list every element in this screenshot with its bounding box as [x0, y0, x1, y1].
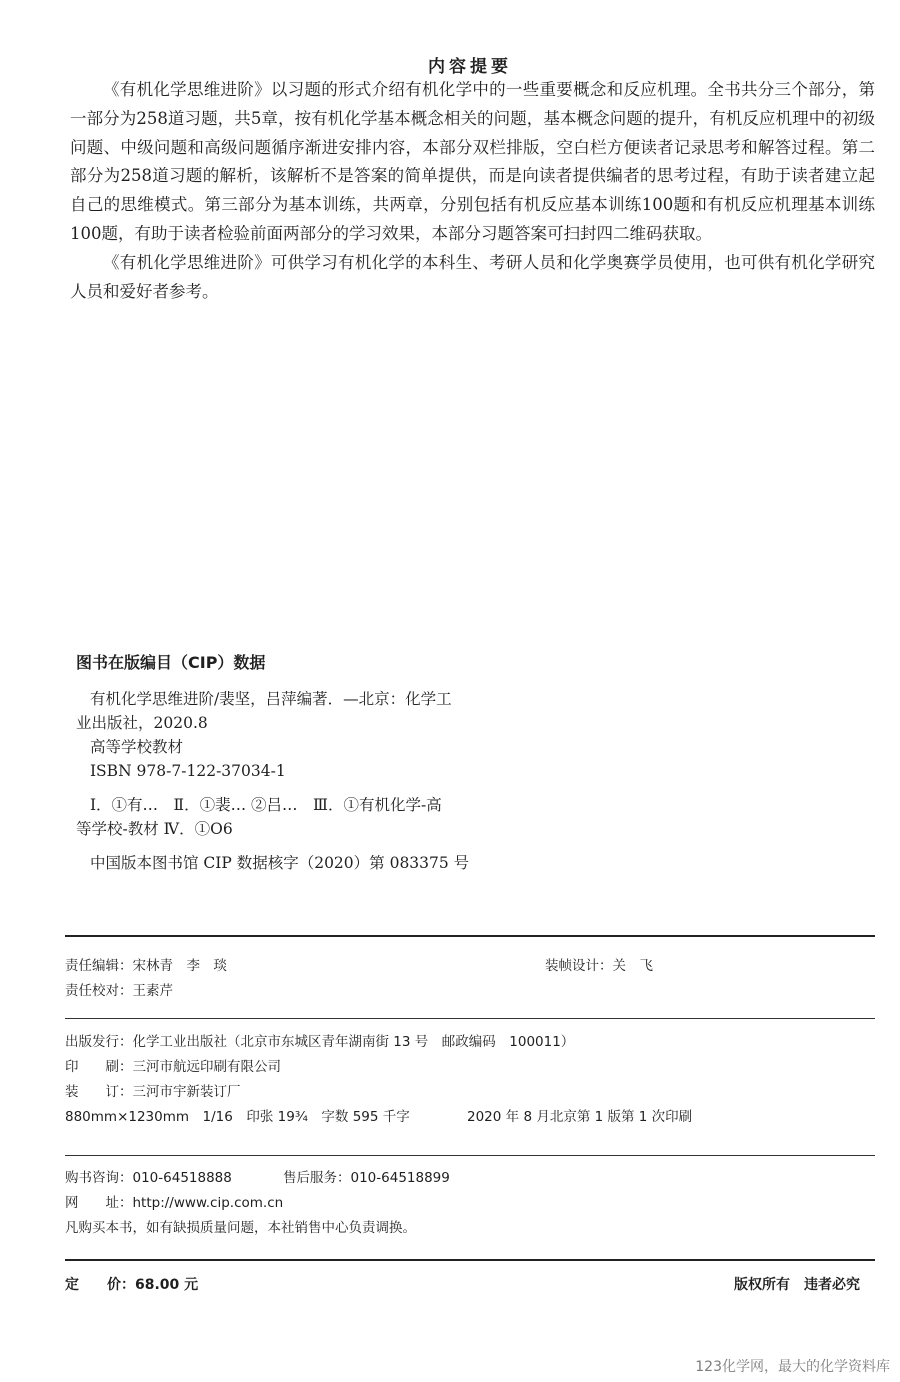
cip-line-classification-cont: 等学校-教材 Ⅳ．①O6 [76, 820, 233, 838]
edition-info: 2020 年 8 月北京第 1 版第 1 次印刷 [467, 1109, 693, 1125]
designer-label: 装帧设计： [545, 958, 613, 974]
proof-label: 责任校对： [65, 983, 133, 999]
purchase-label: 购书咨询： [65, 1170, 133, 1186]
cip-line-title: 有机化学思维进阶/裴坚，吕萍编著．—北京：化学工 [89, 690, 452, 708]
proof-value: 王素芹 [132, 983, 173, 999]
divider [65, 1259, 875, 1261]
web-label: 网 址： [65, 1195, 133, 1211]
contact-block [65, 1166, 875, 1241]
summary-paragraph-2: 《有机化学思维进阶》可供学习有机化学的本科生、考研人员和化学奥赛学员使用，也可供有机化学研究人员和爱好者参考。 [70, 252, 875, 301]
divider [65, 1018, 875, 1019]
price-row [65, 1274, 875, 1294]
divider [65, 935, 875, 937]
book-spec: 880mm×1230mm 1/16 印张 19¾ 字数 595 千字 [65, 1109, 410, 1125]
cip-line-classification: Ⅰ．①有… Ⅱ．①裴… ②吕… Ⅲ．①有机化学-高 [89, 796, 442, 814]
binder-label: 装 订： [65, 1084, 133, 1100]
staff-block [65, 954, 875, 1004]
designer-value: 关 飞 [612, 958, 653, 974]
cip-line-isbn: ISBN 978-7-122-37034-1 [89, 762, 286, 780]
replacement-notice: 凡购买本书，如有缺损质量问题，本社销售中心负责调换。 [65, 1220, 416, 1236]
price-value: 68.00 元 [135, 1277, 199, 1293]
cip-line-record-number: 中国版本图书馆 CIP 数据核字（2020）第 083375 号 [89, 854, 470, 872]
purchase-phone: 010-64518888 [132, 1170, 232, 1186]
cip-block [76, 650, 596, 875]
summary-body [70, 76, 875, 306]
service-label: 售后服务： [283, 1170, 351, 1186]
divider [65, 1155, 875, 1156]
web-url: http://www.cip.com.cn [132, 1195, 284, 1211]
site-watermark: 123化学网，最大的化学资料库 [695, 1359, 890, 1375]
price-label: 定 价： [65, 1277, 135, 1293]
printer-value: 三河市航远印刷有限公司 [132, 1059, 281, 1075]
editor-label: 责任编辑： [65, 958, 133, 974]
cip-line-publisher: 业出版社，2020.8 [76, 714, 208, 732]
summary-paragraph-1: 《有机化学思维进阶》以习题的形式介绍有机化学中的一些重要概念和反应机理。全书共分三个部分，第一部分为258道习题，共5章，按有机化学基本概念相关的问题，基本概念问题的提升，有机反应机理中的初级问题、中级问题和高级问题循序渐进安排内容，本部分双栏排版，空白栏方便读者记录思考和解答过程。第二部分为258道习题的解析，该解析不是答案的简单提供，而是向读者提供编者的思考过程，有助于读者建立起自己的思维模式。第三部分为基本训练，共两章，分别包括有机反应基本训练100题和有机反应机理基本训练100题，有助于读者检验前面两部分的学习效果，本部分习题答案可扫封四二维码获取。 [70, 80, 875, 243]
service-phone: 010-64518899 [350, 1170, 450, 1186]
copyright-notice: 版权所有 违者必究 [734, 1277, 860, 1293]
editor-value: 宋林青 李 琰 [132, 958, 227, 974]
publisher-label: 出版发行： [65, 1034, 133, 1050]
binder-value: 三河市宇新装订厂 [132, 1084, 241, 1100]
publish-block [65, 1030, 875, 1130]
cip-line-series: 高等学校教材 [89, 738, 183, 756]
publisher-value: 化学工业出版社（北京市东城区青年湖南街 13 号 邮政编码 100011） [132, 1034, 575, 1050]
cip-heading: 图书在版编目（CIP）数据 [76, 653, 266, 672]
summary-title: 内容提要 [428, 57, 512, 77]
printer-label: 印 刷： [65, 1059, 133, 1075]
